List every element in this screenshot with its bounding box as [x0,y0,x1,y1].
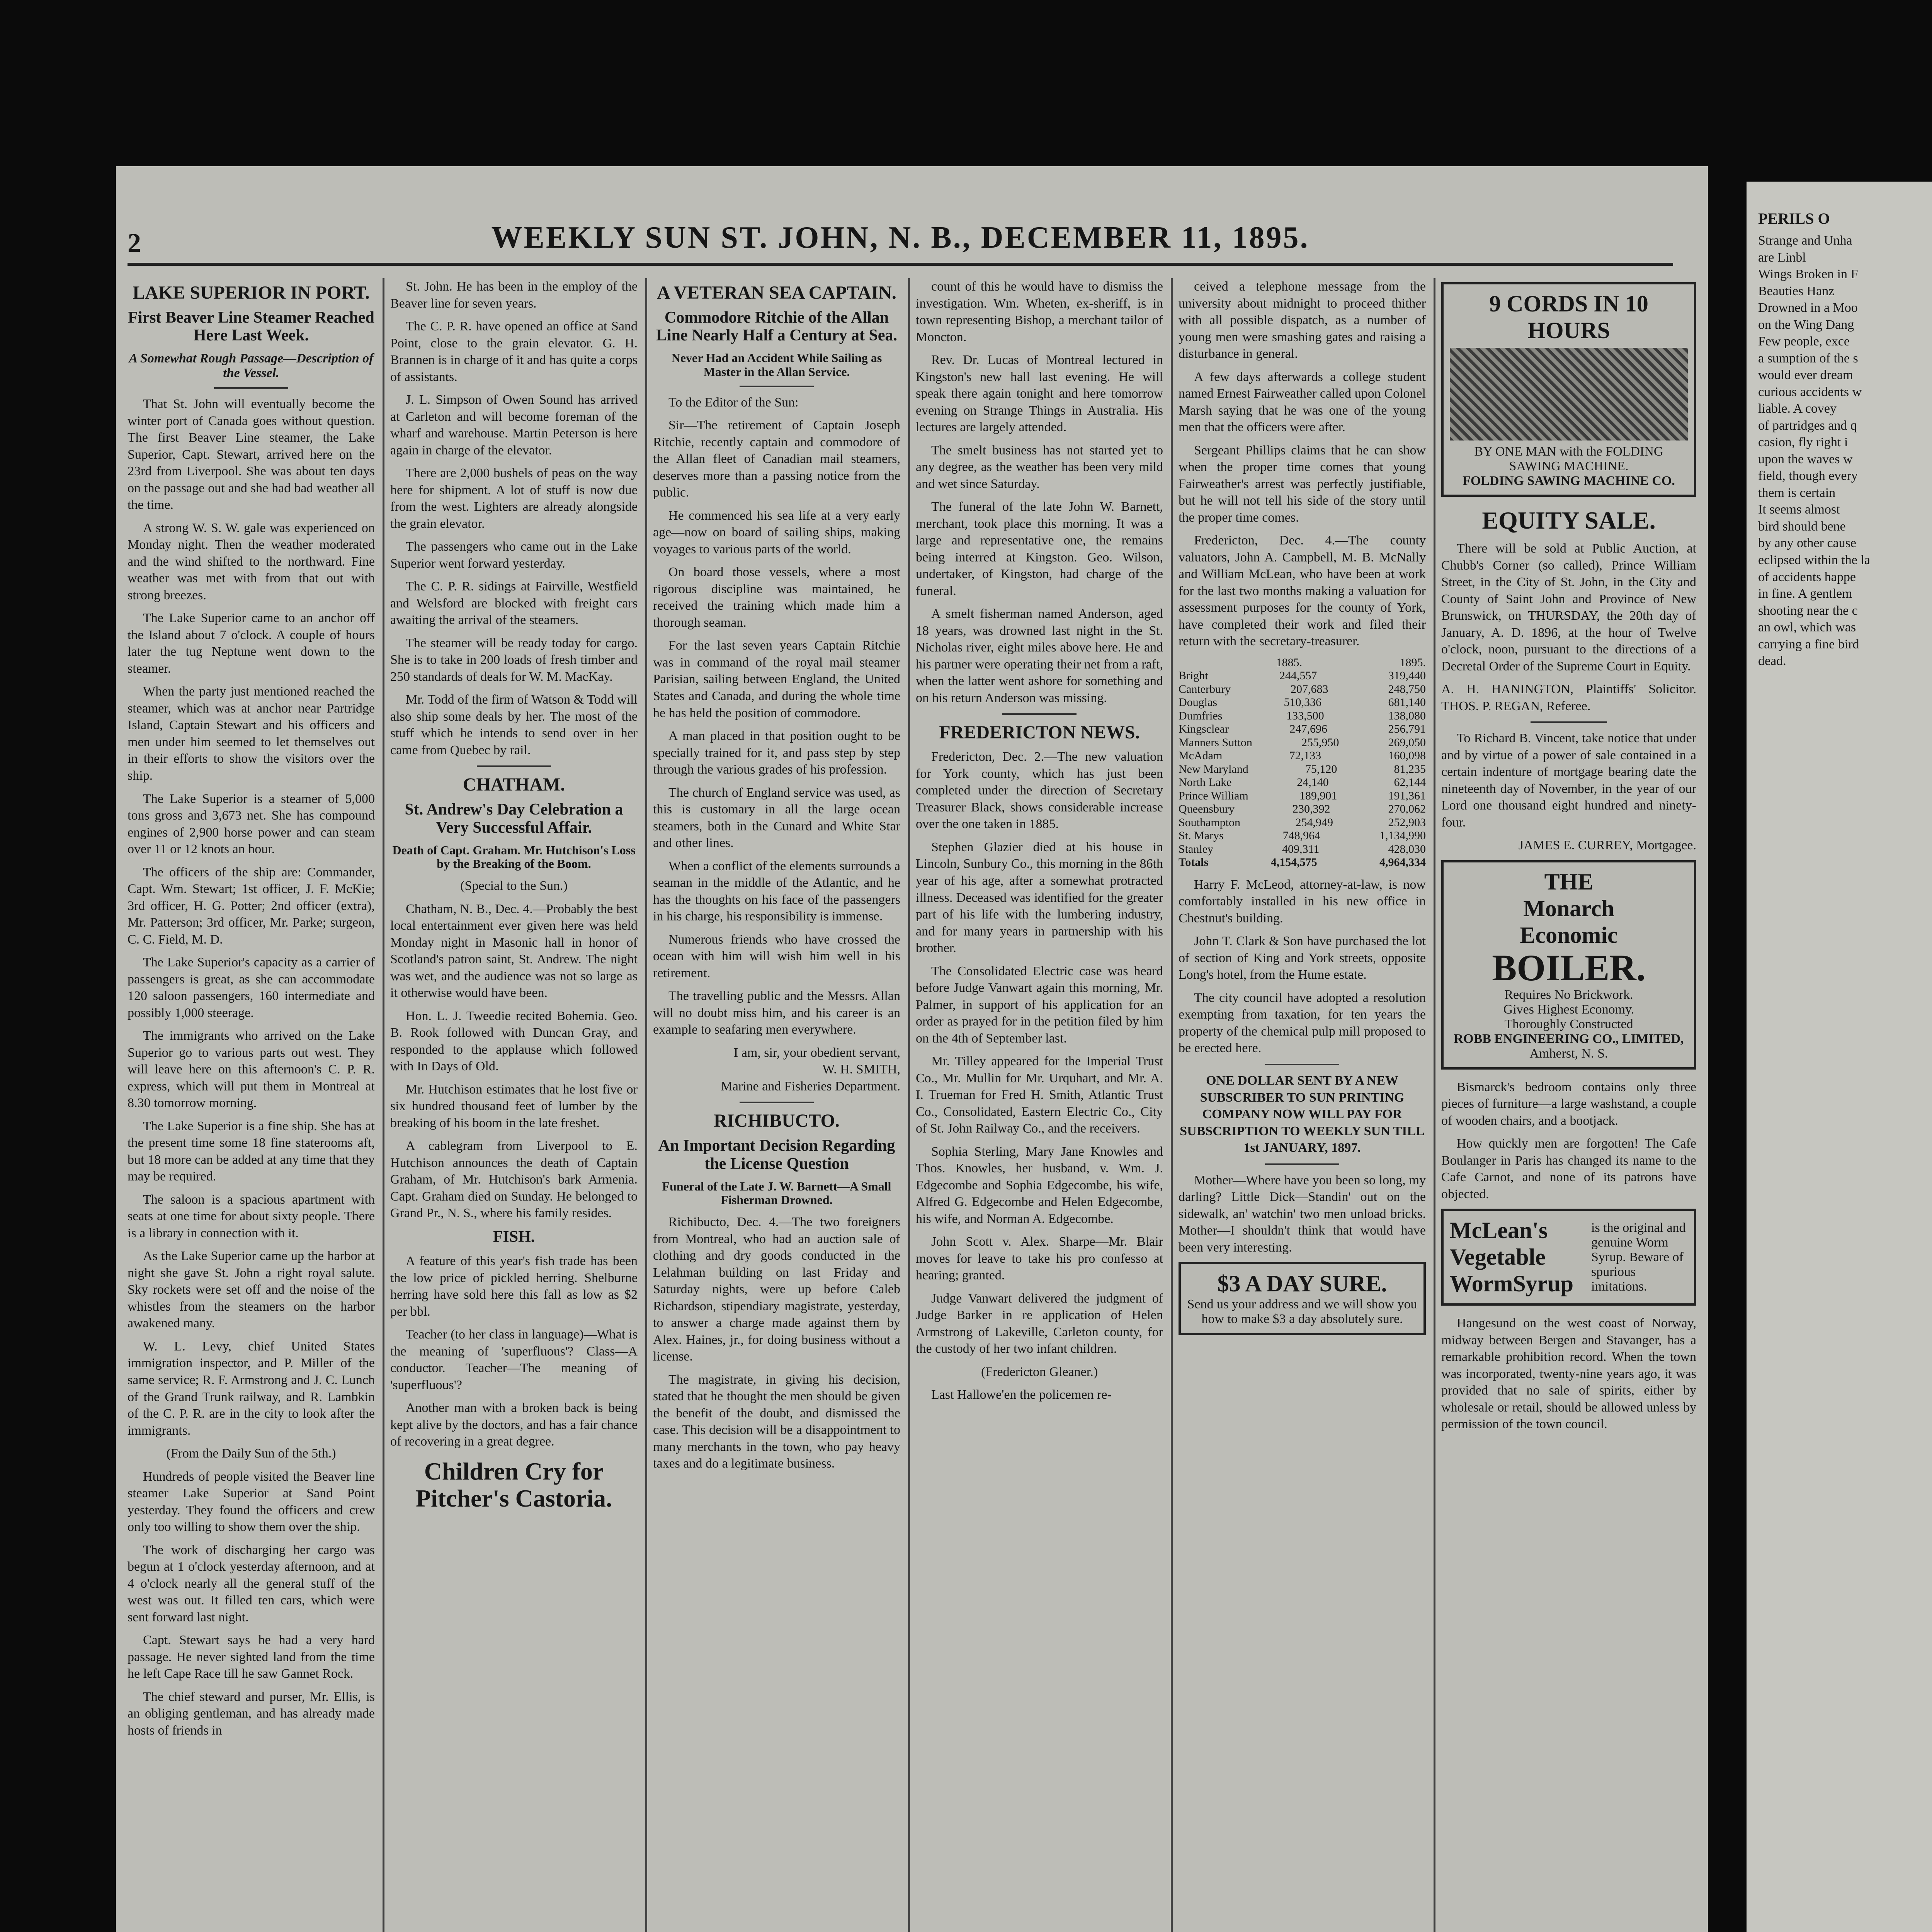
page-number: 2 [128,228,141,258]
table-cell: 254,949 [1295,816,1333,829]
paragraph: St. John. He has been in the employ of the Beaver line for seven years. [390,279,638,311]
article-deck: Never Had an Accident While Sailing as Master in the Allan Service. [671,351,882,379]
ad-headline: Economic [1520,922,1618,948]
table-cell: 81,235 [1394,762,1426,776]
column-4 [916,278,1163,1932]
paragraph: Mr. Hutchison estimates that he lost five or six hundred thousand feet of lumber by the breaking of his boom in the late freshet. [390,1082,638,1130]
ad-headline: Monarch [1523,895,1614,921]
paragraph: A cablegram from Liverpool to E. Hutchison announces the death of Captain Graham, of Mr. Hutchison's bark Armenia. Capt. Graham died on Sunday. He belonged to Grand Pr., N. S., where his family resides. [390,1139,638,1221]
article-subhead: An Important Decision Regarding the License Question [658,1137,895,1173]
paragraph: Bismarck's bedroom contains only three pieces of furniture—a large washstand, a couple of wooden chairs, and a bootjack. [1441,1080,1696,1128]
table-cell: 428,030 [1388,842,1426,855]
paragraph: Sergeant Phillips claims that he can show when the proper time comes that young Fairweather's arrest was perfectly justifiable, but he will not tell his side of the story until the proper time comes. [1179,443,1426,525]
table-cell: Prince William [1179,789,1248,802]
ad-company: FOLDING SAWING MACHINE CO. [1463,474,1675,488]
facing-page-text [1747,209,1932,670]
paragraph: The immigrants who arrived on the Lake Superior go to various parts out west. They will leave here on this afternoon's C. P. R. express, which will put them in Montreal at 8.30 tomorrow morning. [128,1029,375,1111]
table-cell: Kingsclear [1179,723,1229,736]
divider [740,1102,814,1103]
article-subhead: Commodore Ritchie of the Allan Line Nearly Half a Century at Sea. [656,309,898,345]
article-headline: FREDERICTON NEWS. [939,722,1140,743]
sawing-machine-illustration [1450,348,1688,440]
paragraph: The saloon is a spacious apartment with seats at one time for about sixty people. There is a library in connection with it. [128,1192,375,1240]
paragraph: A strong W. S. W. gale was experienced on Monday night. Then the weather moderated and the wind shifted to the northward. Fine weather was met with from that out with strong breezes. [128,520,375,602]
table-cell: New Maryland [1179,762,1248,776]
table-row [1179,696,1426,709]
table-cell: 138,080 [1388,709,1426,722]
table-row [1179,763,1426,776]
paragraph: Fredericton, Dec. 2.—The new valuation for York county, which has just been completed under the direction of Secretary Treasurer Black, shows considerable increase over the one taken in 1885. [916,750,1163,832]
worm-syrup-ad [1441,1209,1696,1306]
table-cell: 409,311 [1282,842,1320,855]
text-line: It seems almost [1758,502,1840,517]
paragraph: The chief steward and purser, Mr. Ellis, is an obliging gentleman, and has already made hosts of friends in [128,1689,375,1738]
paragraph: Hundreds of people visited the Beaver line steamer Lake Superior at Sand Point yesterday. They found the officers and crew only too willing to show them over the ship. [128,1469,375,1534]
divider [477,765,551,767]
table-row [1179,829,1426,843]
paragraph: For the last seven years Captain Ritchie was in command of the royal mail steamer Parisian, sailing between England, the United States and Canada, and during the whole time he has held the position of commodore. [653,638,900,720]
table-cell: Bright [1179,669,1208,682]
article-headline: CHATHAM. [463,774,565,795]
table-cell: Southampton [1179,816,1241,829]
article-subhead: First Beaver Line Steamer Reached Here Last Week. [128,309,374,345]
paragraph: The church of England service was used, as this is customary in all the large ocean steamers, both in the Cunard and White Star and other lines. [653,785,900,850]
column-rule [383,278,384,1932]
table-cell: 270,062 [1388,803,1426,816]
table-cell: 72,133 [1289,749,1321,762]
paragraph: Harry F. McLeod, attorney-at-law, is now comfortably installed in his new office in Chestnut's building. [1179,877,1426,925]
facing-page [1747,182,1932,1932]
ad-line: Thoroughly Constructed [1504,1017,1633,1031]
paragraph: The Lake Superior's capacity as a carrier of passengers is great, as she can accommodate 120 saloon passengers, 160 intermediate and possibly 1,000 steerage. [128,955,375,1020]
paragraph: The passengers who came out in the Lake Superior went forward yesterday. [390,539,638,571]
table-total-row [1179,856,1426,869]
text-line: an owl, which was [1758,620,1856,635]
table-cell: 244,557 [1279,669,1317,682]
table-row [1179,816,1426,830]
table-cell: 75,120 [1305,762,1337,776]
paragraph: Chatham, N. B., Dec. 4.—Probably the best local entertainment ever given here was held Monday night in Masonic hall in honor of Scotland's patron saint, St. Andrew. The night was wet, and the audience was not so large as it otherwise would have been. [390,901,638,1000]
paragraph: The magistrate, in giving his decision, stated that he thought the men should be given the benefit of the doubt, and dismissed the case. This decision will be a disappointment to many merchants in the town, who pay heavy taxes and do a legitimate business. [653,1372,900,1471]
article-subhead: St. Andrew's Day Celebration a Very Successful Affair. [405,801,623,837]
sawing-machine-ad [1441,282,1696,497]
column-6 [1441,278,1696,1932]
ad-place: Amherst, N. S. [1529,1046,1608,1061]
text-line: bird should bene [1758,519,1846,534]
paragraph: The steamer will be ready today for cargo. She is to take in 200 loads of fresh timber and 250 standards of deals for W. M. MacKay. [390,636,638,684]
column-rule [1171,278,1173,1932]
paragraph: Mother—Where have you been so long, my darling? Little Dick—Standin' out on the sidewalk, an' watchin' two men unload bricks. Mother—I shouldn't think that would have been very interesting. [1179,1173,1426,1255]
ad-line: Gives Highest Economy. [1503,1002,1634,1017]
dateline: (Special to the Sun.) [460,879,568,893]
table-cell: 207,683 [1290,682,1328,696]
paragraph: ceived a telephone message from the university about midnight to proceed thither with all possible dispatch, as a number of young men were smashing gates and raising a disturbance in general. [1179,279,1426,361]
ad-the: THE [1544,869,1594,895]
table-cell: 133,500 [1286,709,1324,722]
text-line: shooting near the c [1758,603,1858,618]
paragraph: Last Hallowe'en the policemen re- [931,1388,1112,1402]
signature: I am, sir, your obedient servant, W. H. SMITH, Marine and Fisheries Department. [721,1045,900,1094]
table-cell: 230,392 [1292,803,1330,816]
text-line: them is certain [1758,485,1836,500]
paragraph: A man placed in that position ought to be specially trained for it, and pass step by step through the various grades of his profession. [653,729,900,777]
table-row [1179,723,1426,736]
divider [1265,1064,1339,1065]
divider [1265,1163,1339,1165]
text-line: field, though every [1758,469,1858,483]
text-line: dead. [1758,654,1786,668]
column-rule [1434,278,1435,1932]
paragraph: Teacher (to her class in language)—What is the meaning of 'superfluous'? Class—A conductor. Teacher—The meaning of 'superfluous'? [390,1327,638,1392]
ad-headline: McLean's Vegetable WormSyrup [1450,1218,1574,1297]
ad-headline: 9 CORDS IN 10 HOURS [1489,291,1648,343]
table-row [1179,683,1426,696]
table-cell: Stanley [1179,842,1213,855]
table-cell: Totals [1179,856,1209,869]
table-cell: 24,140 [1297,776,1329,789]
table-cell: North Lake [1179,776,1232,789]
text-line: Strange and Unha [1758,233,1852,248]
paragraph: There will be sold at Public Auction, at Chubb's Corner (so called), Prince William Street, in the City of St. John, in the City and County of Saint John and Province of New Brunswick, on THURSDAY, the 20th day of January, A. D. 1896, at the hour of Twelve o'clock, noon, pursuant to the directions of a Decretal Order of the Supreme Court in Equity. [1441,541,1696,673]
paragraph: Mr. Todd of the firm of Watson & Todd will also ship some deals by her. The most of the stuff which he intends to send over in her came from Quebec by rail. [390,692,638,757]
text-line: Drowned in a Moo [1758,301,1858,315]
paragraph: Rev. Dr. Lucas of Montreal lectured in Kingston's new hall last evening. He will speak there again tonight and here tomorrow evening on Strange Things in Australia. His lectures are largely attended. [916,353,1163,435]
table-cell: Dumfries [1179,709,1223,722]
paragraph: To Richard B. Vincent, take notice that under and by virtue of a power of sale contained in a certain indenture of mortgage bearing date the nineteenth day of November, in the year of our Lord one thousand eight hundred and ninety-four. [1441,731,1696,830]
table-cell: 191,361 [1388,789,1426,802]
article-deck: A Somewhat Rough Passage—Description of the Vessel. [129,351,374,380]
table-row [1179,709,1426,723]
text-line: curious accidents w [1758,384,1862,399]
ad-line: Requires No Brickwork. [1504,987,1633,1002]
table-cell: 1,134,990 [1379,829,1426,842]
paragraph: John T. Clark & Son have purchased the lot of section of King and York streets, opposite Long's hotel, from the Hume estate. [1179,934,1426,982]
paragraph: On board those vessels, where a most rigorous discipline was maintained, he received the training which made him a thorough seaman. [653,565,900,630]
table-cell: 319,440 [1388,669,1426,682]
paragraph: When a conflict of the elements surrounds a seaman in the middle of the Atlantic, and he has the thoughts on his face of the passengers in his charge, his responsibility is immense. [653,859,900,924]
paragraph: Sophia Sterling, Mary Jane Knowles and Thos. Knowles, her husband, v. Wm. J. Edgecombe and Sophia Edgecombe, his wife, Alfred G. Edgecombe and Helen Edgecombe, his wife, and Norman A. Edgecombe. [916,1144,1163,1226]
paragraph: He commenced his sea life at a very early age—now on board of sailing ships, making voyages to various parts of the world. [653,508,900,556]
source-note: (Fredericton Gleaner.) [981,1364,1098,1379]
table-cell: 4,964,334 [1379,856,1426,869]
paragraph: J. L. Simpson of Owen Sound has arrived at Carleton and will become foreman of the wharf and warehouse. Martin Peterson is here again in charge of the elevator. [390,393,638,457]
table-cell: 1895. [1400,656,1426,669]
facing-page-title: PERILS O [1758,210,1830,227]
paragraph: When the party just mentioned reached the steamer, which was at anchor near Partridge Island, Captain Stewart and his officers and men under him seemed to let themselves out in their efforts to show the visitors over the ship. [128,684,375,783]
valuation-table [1179,656,1426,869]
paragraph: The C. P. R. sidings at Fairville, Westfield and Welsford are blocked with freight cars awaiting the arrival of the steamers. [390,579,638,628]
table-cell: Manners Sutton [1179,736,1252,749]
paragraph: count of this he would have to dismiss the investigation. Wm. Wheten, ex-sheriff, is in town representing Bishop, a merchant tailor of Moncton. [916,279,1163,344]
paragraph: Capt. Stewart says he had a very hard passage. He never sighted land from the time he left Cape Race till he saw Gannet Rock. [128,1633,375,1681]
newspaper-page [116,166,1708,1932]
article-headline: RICHIBUCTO. [714,1111,840,1131]
paragraph: The Lake Superior is a fine ship. She has at the present time some 18 fine staterooms aft, but 18 more can be added at any time that they may be required. [128,1119,375,1184]
table-cell: 62,144 [1394,776,1426,789]
text-line: a sumption of the s [1758,351,1858,366]
table-cell: 1885. [1276,656,1302,669]
paragraph: The Lake Superior came to an anchor off the Island about 7 o'clock. A couple of hours later the tug Neptune went down to the steamer. [128,611,375,676]
table-header [1179,656,1426,670]
table-row [1179,736,1426,750]
table-row [1179,843,1426,856]
column-3 [653,278,900,1932]
ad-text: is the original and genuine Worm Syrup. Beware of spurious imitations. [1591,1220,1686,1294]
table-cell: 248,750 [1388,682,1426,696]
table-cell: Canterbury [1179,682,1231,696]
paragraph: Richibucto, Dec. 4.—The two foreigners from Montreal, who had an auction sale of clothing and dry goods conducted in the Lelahman building on last Friday and Saturday nights, were up before Caleb Richardson, stipendiary magistrate, yesterday, to answer a charge made against them by Alex. Haines, jr., for doing business without a license. [653,1215,900,1364]
text-line: carrying a fine bird [1758,637,1859,651]
table-cell: 189,901 [1299,789,1337,802]
table-row [1179,803,1426,816]
paragraph: The C. P. R. have opened an office at Sand Point, close to the grain elevator. G. H. Brannen is in charge of it and has quite a corps of assistants. [390,319,638,384]
paragraph: Another man with a broken back is being kept alive by the doctors, and has a fair chance of recovering in a great degree. [390,1401,638,1449]
table-cell: 748,964 [1282,829,1321,842]
paragraph: Stephen Glazier died at his house in Lincoln, Sunbury Co., this morning in the 86th year of his age, after a somewhat protracted illness. Deceased was identified for the greater part of his life with the lumbering industry, and for many years in partnership with his brother. [916,840,1163,956]
text-line: liable. A covey [1758,401,1837,416]
paragraph: A smelt fisherman named Anderson, aged 18 years, was drowned last night in the St. Nicholas river, eight miles above here. He and his partner were operating their net from a raft, when the latter went ashore for something and on his return Anderson was missing. [916,607,1163,705]
text-line: eclipsed within the la [1758,553,1870,567]
paragraph: The Consolidated Electric case was heard before Judge Vanwart again this morning, Mr. Palmer, in support of his application for an order as prayed for in the petition filed by him on the 4th of September last. [916,964,1163,1046]
table-cell: 255,950 [1301,736,1339,749]
paragraph: The work of discharging her cargo was begun at 1 o'clock yesterday afternoon, and at 4 o'clock nearly all the general stuff of the west was out. It filled ten cars, which were sent forward last night. [128,1543,375,1624]
signature: JAMES E. CURREY, Mortgagee. [1518,838,1696,853]
text-line: Beauties Hanz [1758,284,1835,298]
article-deck: Funeral of the Late J. W. Barnett—A Small Fisherman Drowned. [662,1179,891,1207]
table-cell: 256,791 [1388,723,1426,736]
paragraph: There are 2,000 bushels of peas on the way here for shipment. A lot of stuff is now due from the west. Lighters are already alongside the grain elevator. [390,466,638,531]
paragraph: Sir—The retirement of Captain Joseph Ritchie, recently captain and commodore of the Allan fleet of Canadian mail steamers, deserves more than a passing notice from the public. [653,418,900,500]
ad-headline: $3 A DAY SURE. [1217,1271,1387,1297]
paragraph: Mr. Tilley appeared for the Imperial Trust Co., Mr. Mullin for Mr. Urquhart, and Mr. A. I. Trueman for Fred H. Smith, Atlantic Trust Co., Consolidated, Eastern Electric Co., City of St. John Railway Co., and the receivers. [916,1054,1163,1136]
text-line: upon the waves w [1758,452,1853,466]
text-line: would ever dream [1758,368,1853,383]
divider [1002,713,1077,715]
table-cell: McAdam [1179,749,1223,762]
table-cell: 681,140 [1388,696,1426,709]
ad-company: ROBB ENGINEERING CO., LIMITED, [1454,1031,1684,1046]
paragraph: As the Lake Superior came up the harbor at night she gave St. John a right royal salute. Sky rockets were set off and the noise of the whistles from the steamers on the harbor awakened many. [128,1249,375,1331]
table-row [1179,669,1426,683]
table-cell: 252,903 [1388,816,1426,829]
table-cell: 269,050 [1388,736,1426,749]
table-cell: Queensbury [1179,803,1235,816]
column-2 [390,278,638,1932]
text-line: Few people, exce [1758,334,1850,349]
table-cell: St. Marys [1179,829,1224,842]
text-line: by any other cause [1758,536,1856,551]
article-headline: LAKE SUPERIOR IN PORT. [133,282,370,303]
paragraph: How quickly men are forgotten! The Cafe Boulanger in Paris has changed its name to the Cafe Carnot, and none of its patrons have objected. [1441,1136,1696,1201]
text-line: in fine. A gentlem [1758,587,1852,601]
column-rule [908,278,910,1932]
section-heading: FISH. [493,1228,535,1246]
paragraph: Hon. L. J. Tweedie recited Bohemia. Geo. B. Rook followed with Duncan Gray, and responded to the applause which followed with In Days of Old. [390,1009,638,1074]
ad-text: Send us your address and we will show you how to make $3 a day absolutely sure. [1187,1297,1417,1327]
boiler-ad [1441,860,1696,1070]
page-title: WEEKLY SUN ST. JOHN, N. B., DECEMBER 11, 1895. [491,221,1310,255]
table-cell: 247,696 [1289,723,1327,736]
paragraph: That St. John will eventually become the winter port of Canada goes without question. The first Beaver Line steamer, the Lake Superior, Capt. Stewart, arrived here on the 23rd from Liverpool. She was about ten days on the passage out and she had bad weather all the time. [128,397,375,512]
table-cell: Douglas [1179,696,1217,709]
paragraph: John Scott v. Alex. Sharpe—Mr. Blair moves for leave to take his pro confesso at hearing; granted. [916,1235,1163,1283]
ad-text: BY ONE MAN with the FOLDING SAWING MACHINE. [1474,444,1663,473]
table-cell: 160,098 [1388,749,1426,762]
castoria-ad: Children Cry for Pitcher's Castoria. [415,1457,612,1512]
table-row [1179,749,1426,763]
masthead [128,220,1673,266]
text-line: of accidents happe [1758,570,1856,584]
paragraph: Hangesund on the west coast of Norway, midway between Bergen and Stavanger, has a remarkable prohibition record. When the town was incorporated, twenty-nine years ago, it was provided that no sale of spirits, either by wholesale or retail, should be allowed unless by permission of the town council. [1441,1316,1696,1432]
paragraph: To the Editor of the Sun: [668,395,799,410]
column-1 [128,278,375,1932]
paragraph: A feature of this year's fish trade has been the low price of pickled herring. Shelburne herring have sold here this fall as low as $2 per bbl. [390,1254,638,1319]
text-line: casion, fly right i [1758,435,1848,450]
signature: A. H. HANINGTON, Plaintiffs' Solicitor. THOS. P. REGAN, Referee. [1441,682,1696,713]
divider [740,386,814,387]
source-note: (From the Daily Sun of the 5th.) [166,1446,336,1461]
ad-headline: BOILER. [1492,947,1646,988]
column-5 [1179,278,1426,1932]
paragraph: W. L. Levy, chief United States immigration inspector, and P. Miller of the same service; R. F. Armstrong and J. C. Lunch of the Grand Trunk railway, and R. Lambkin of the C. P. R. are in the city to look after the immigrants. [128,1339,375,1438]
paragraph: Numerous friends who have crossed the ocean with him will wish him well in his retirement. [653,932,900,980]
paragraph: The smelt business has not started yet to any degree, as the weather has been very mild and wet since Saturday. [916,443,1163,491]
paragraph: Fredericton, Dec. 4.—The county valuators, John A. Campbell, M. B. McNally and William McLean, who have been at work for the last two months making a valuation for assessment purposes for the county of York, have completed their work and filed their return with the secretary-treasurer. [1179,533,1426,649]
paragraph: The officers of the ship are: Commander, Capt. Wm. Stewart; 1st officer, J. F. McKie; 3rd officer, H. G. Potter; 2nd officer (extra), Mr. Patterson; 3rd officer, Mr. Parke; surgeon, C. C. Field, M. D. [128,865,375,947]
paragraph: The Lake Superior is a steamer of 5,000 tons gross and 3,673 net. She has compound engines of 2,900 horse power and can steam over 11 or 12 knots an hour. [128,791,375,857]
paragraph: The city council have adopted a resolution exempting from taxation, for ten years the property of the chemical pulp mill proposed to be erected here. [1179,990,1426,1056]
table-row [1179,776,1426,789]
text-line: are Linbl [1758,250,1806,265]
equity-sale-heading: EQUITY SALE. [1482,507,1656,534]
text-line: Wings Broken in F [1758,267,1858,282]
paragraph: The funeral of the late John W. Barnett, merchant, took place this morning. It was a large and representative one, the remains being interred at Kingston. Geo. Wilson, undertaker, of Kingston, had charge of the funeral. [916,500,1163,598]
article-deck: Death of Capt. Graham. Mr. Hutchison's Loss by the Breaking of the Boom. [392,843,636,871]
divider [1531,721,1607,723]
table-cell: 4,154,575 [1270,856,1317,869]
column-rule [645,278,647,1932]
text-line: on the Wing Dang [1758,317,1854,332]
paragraph: A few days afterwards a college student named Ernest Fairweather called upon Colonel Marsh saying that he was one of the young men that the officers were after. [1179,369,1426,435]
three-dollar-ad [1179,1262,1426,1335]
text-line: of partridges and q [1758,418,1857,433]
article-headline: A VETERAN SEA CAPTAIN. [657,282,896,303]
divider [214,387,288,389]
paragraph: The travelling public and the Messrs. Allan will no doubt miss him, and his career is an example to seafaring men everywhere. [653,989,900,1037]
table-cell: 510,336 [1284,696,1321,709]
table-row [1179,789,1426,803]
subscription-notice: ONE DOLLAR SENT BY A NEW SUBSCRIBER TO SUN PRINTING COMPANY NOW WILL PAY FOR SUBSCRIPTION TO WEEKLY SUN TILL 1st JANUARY, 1897. [1180,1073,1425,1155]
paragraph: Judge Vanwart delivered the judgment of Judge Barker in re application of Helen Armstrong of Lakeville, Carleton county, for the custody of her two infant children. [916,1291,1163,1356]
